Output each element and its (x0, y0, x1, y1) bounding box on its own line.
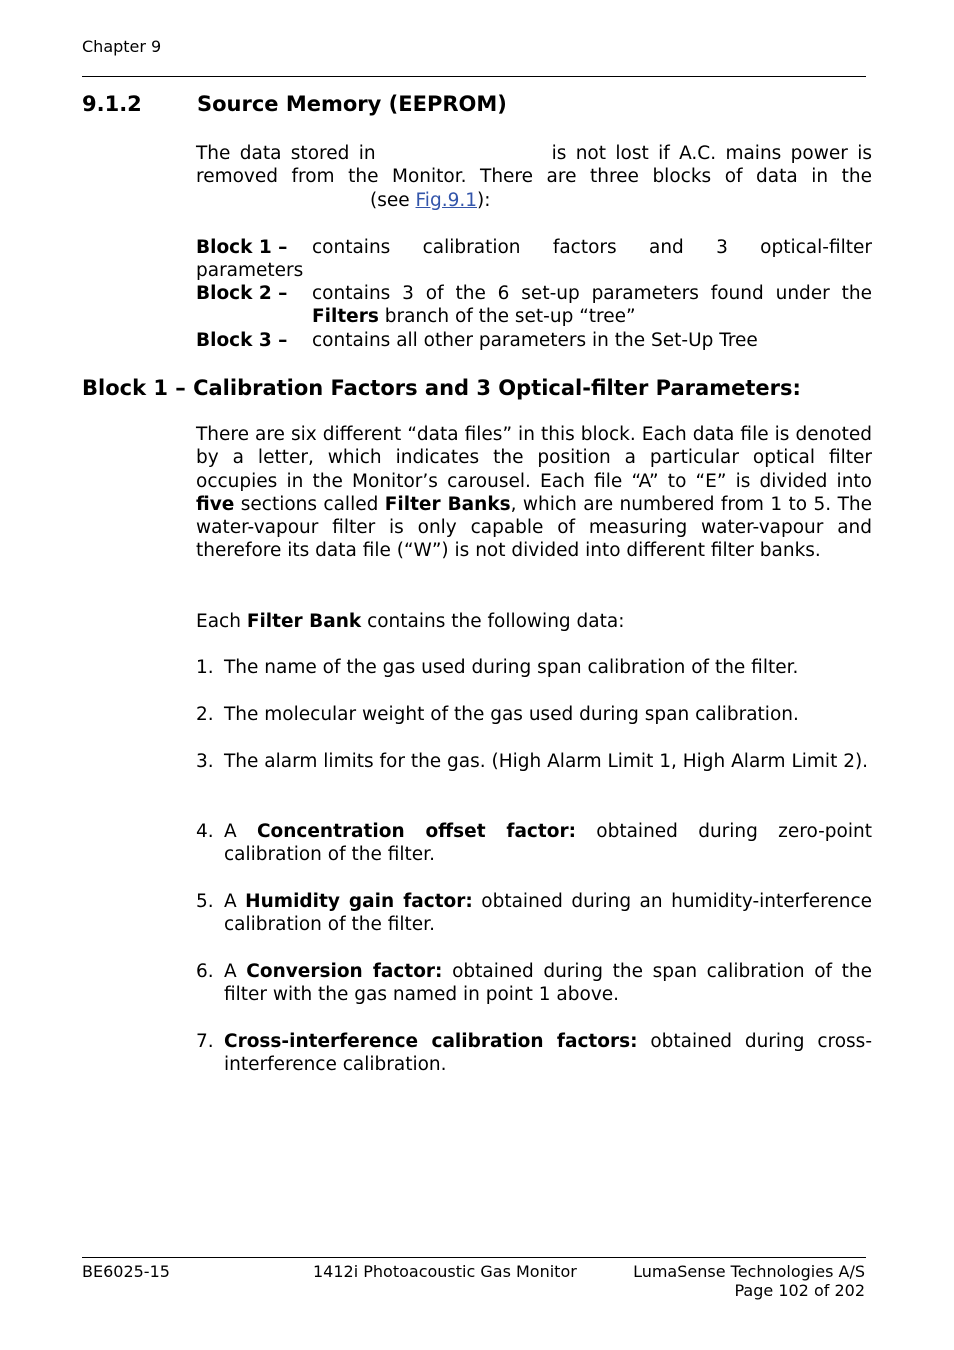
running-header: Chapter 9 (82, 37, 162, 56)
block-1-description (196, 236, 872, 283)
para-bold: five (196, 493, 235, 515)
block-text: contains all other parameters in the Set-Up Tree (312, 330, 758, 351)
para-text: Each (196, 611, 241, 632)
footer-product: 1412i Photoacoustic Gas Monitor (313, 1262, 577, 1281)
block-text-post: branch of the set-up “tree” (384, 306, 636, 328)
list-item (196, 820, 872, 867)
intro-paragraph (196, 142, 872, 212)
item-prefix: A (224, 891, 237, 912)
block-label: Block 1 – (196, 237, 288, 258)
item-term: Conversion factor: (246, 961, 443, 982)
list-item (196, 1030, 872, 1077)
item-text: obtained during zero-point calibration of the filter. (224, 821, 872, 866)
item-text: The name of the gas used during span calibration of the filter. (224, 657, 799, 678)
para-text: sections called (240, 493, 379, 515)
item-prefix: A (224, 821, 237, 842)
block1-heading: Block 1 – Calibration Factors and 3 Optical-filter Parameters: (82, 376, 801, 400)
block-text: contains calibration factors and 3 optical-filter (312, 237, 872, 258)
para-text: There are six different “data files” in this block. Each data file is denoted by a letter, which indicates the position a particular optical filter occupies in the Monitor’s carousel. Each file “A” to “E” is divided into (196, 424, 872, 492)
item-text: obtained during cross-interference calibration. (224, 1031, 872, 1076)
header-rule (82, 76, 866, 77)
item-number: 5. (196, 891, 214, 912)
para-bold: Filter Banks (384, 493, 511, 515)
section-heading (82, 92, 507, 116)
item-term: Humidity gain factor: (245, 891, 473, 912)
para-bold: Filter Bank (246, 611, 362, 632)
block-2-description (196, 282, 872, 329)
item-number: 4. (196, 821, 214, 842)
para-text: contains the following data: (367, 611, 625, 632)
block-text-cont: parameters (196, 260, 304, 282)
list-item (196, 750, 872, 773)
footer-rule (82, 1257, 866, 1258)
fig-link[interactable]: Fig.9.1 (415, 189, 477, 211)
footer-doc-id: BE6025-15 (82, 1262, 170, 1281)
intro-text-2: is not lost if A.C. mains power is removed from the Monitor. There are three blocks of data in the (196, 143, 872, 188)
intro-text-1: The data stored in (196, 143, 376, 164)
item-term: Cross-interference calibration factors: (224, 1031, 638, 1052)
list-item (196, 960, 872, 1007)
footer-page-number: Page 102 of 202 (734, 1281, 865, 1300)
item-text: The molecular weight of the gas used during span calibration. (224, 704, 799, 725)
block1-paragraph (196, 423, 872, 563)
filter-bank-intro (196, 610, 872, 633)
block-text: contains 3 of the 6 set-up parameters found under the (312, 283, 872, 304)
list-item (196, 656, 872, 679)
item-number: 7. (196, 1031, 214, 1052)
intro-text-4: ): (477, 189, 491, 211)
item-prefix: A (224, 961, 237, 982)
item-text: The alarm limits for the gas. (High Alarm Limit 1, High Alarm Limit 2). (224, 751, 869, 772)
item-text: obtained during the span calibration of the filter with the gas named in point 1 above. (224, 961, 872, 1006)
block-3-description (196, 329, 872, 352)
section-number: 9.1.2 (82, 92, 142, 116)
section-title: Source Memory (EEPROM) (197, 92, 507, 116)
list-item (196, 890, 872, 937)
para-text: , which are numbered from 1 to 5. The water-vapour filter is only capable of measuring water-vapour and therefore its data file (“W”) is not divided into different filter banks. (196, 493, 872, 562)
intro-text-3: (see (370, 189, 410, 211)
list-item (196, 703, 872, 726)
footer-company: LumaSense Technologies A/S (633, 1262, 865, 1281)
item-number: 2. (196, 704, 214, 725)
item-number: 6. (196, 961, 214, 982)
block-text-bold: Filters (312, 306, 379, 328)
item-term: Concentration offset factor: (256, 821, 576, 842)
item-number: 3. (196, 751, 214, 772)
item-text: obtained during an humidity-interference calibration of the filter. (224, 891, 873, 936)
block-label: Block 2 – (196, 283, 288, 304)
item-number: 1. (196, 657, 214, 678)
block-label: Block 3 – (196, 330, 288, 351)
